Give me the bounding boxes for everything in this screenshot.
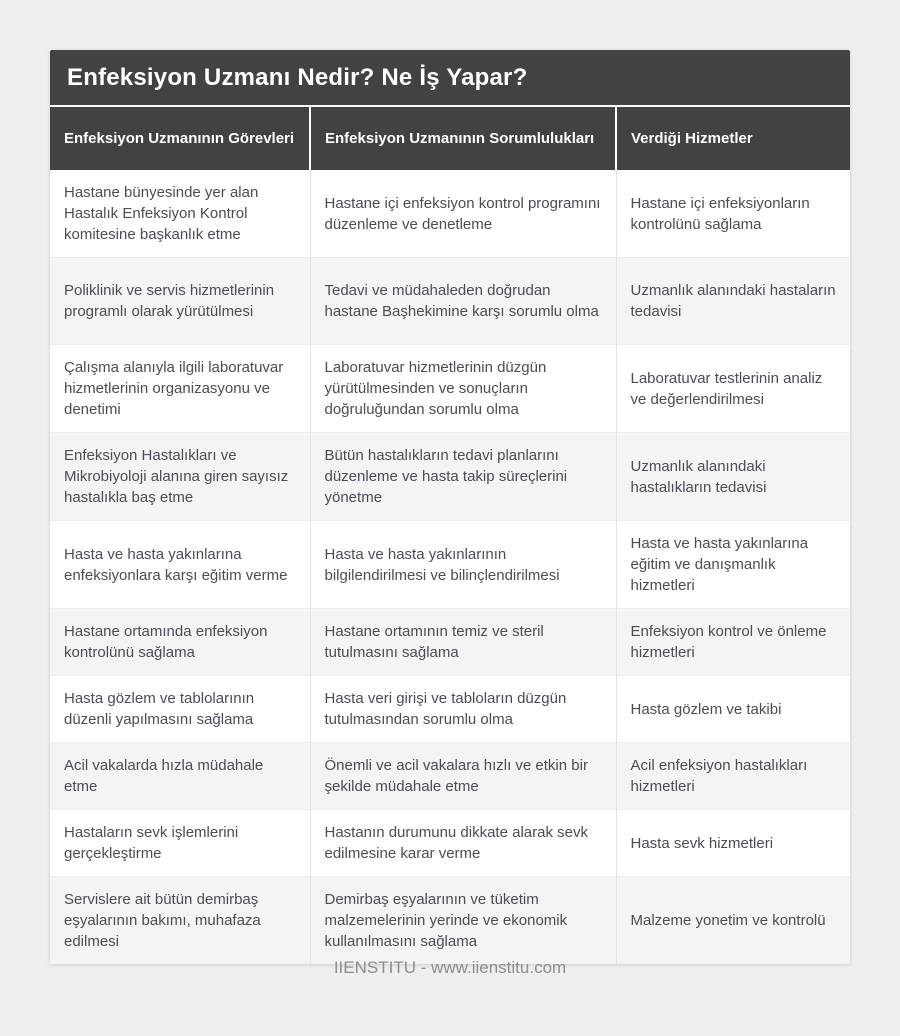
info-table [50,105,850,964]
table-cell: Hastane bünyesinde yer alan Hastalık Enfeksiyon Kontrol komitesine başkanlık etme [50,170,310,258]
table-cell: Hasta gözlem ve tablolarının düzenli yapılmasını sağlama [50,676,310,743]
table-cell: Poliklinik ve servis hizmetlerinin programlı olarak yürütülmesi [50,258,310,345]
table-cell: Hastane ortamında enfeksiyon kontrolünü sağlama [50,609,310,676]
column-header-sorumluluklari: Enfeksiyon Uzmanının Sorumlulukları [310,106,616,170]
column-header-hizmetler: Verdiği Hizmetler [616,106,850,170]
table-cell: Hastane içi enfeksiyon kontrol programını düzenleme ve denetleme [310,170,616,258]
table-row [50,676,850,743]
table-cell: Önemli ve acil vakalara hızlı ve etkin bir şekilde müdahale etme [310,743,616,810]
header-row [50,106,850,170]
table-row [50,521,850,609]
table-cell: Servislere ait bütün demirbaş eşyalarının bakımı, muhafaza edilmesi [50,877,310,965]
table-cell: Hasta ve hasta yakınlarının bilgilendirilmesi ve bilinçlendirilmesi [310,521,616,609]
table-header [50,106,850,170]
table-cell: Malzeme yonetim ve kontrolü [616,877,850,965]
table-cell: Hastane ortamının temiz ve steril tutulmasını sağlama [310,609,616,676]
table-row [50,743,850,810]
table-cell: Hasta veri girişi ve tabloların düzgün tutulmasından sorumlu olma [310,676,616,743]
table-cell: Hasta ve hasta yakınlarına eğitim ve danışmanlık hizmetleri [616,521,850,609]
table-row [50,609,850,676]
table-cell: Hastane içi enfeksiyonların kontrolünü sağlama [616,170,850,258]
table-cell: Enfeksiyon kontrol ve önleme hizmetleri [616,609,850,676]
table-cell: Hasta sevk hizmetleri [616,810,850,877]
table-cell: Hasta gözlem ve takibi [616,676,850,743]
table-cell: Bütün hastalıkların tedavi planlarını düzenleme ve hasta takip süreçlerini yönetme [310,433,616,521]
table-cell: Hasta ve hasta yakınlarına enfeksiyonlara karşı eğitim verme [50,521,310,609]
footer-credit: IIENSTITU - www.iienstitu.com [333,958,567,977]
table-cell: Acil enfeksiyon hastalıkları hizmetleri [616,743,850,810]
table-cell: Demirbaş eşyalarının ve tüketim malzemelerinin yerinde ve ekonomik kullanılmasını sağlama [310,877,616,965]
table-cell: Çalışma alanıyla ilgili laboratuvar hizmetlerinin organizasyonu ve denetimi [50,345,310,433]
table-row [50,345,850,433]
table-row [50,170,850,258]
table-row [50,877,850,965]
table-body [50,170,850,964]
table-row [50,433,850,521]
table-cell: Tedavi ve müdahaleden doğrudan hastane Başhekimine karşı sorumlu olma [310,258,616,345]
table-cell: Acil vakalarda hızla müdahale etme [50,743,310,810]
table-cell: Laboratuvar testlerinin analiz ve değerlendirilmesi [616,345,850,433]
table-cell: Laboratuvar hizmetlerinin düzgün yürütülmesinden ve sonuçların doğruluğundan sorumlu olma [310,345,616,433]
table-cell: Hastanın durumunu dikkate alarak sevk edilmesine karar verme [310,810,616,877]
infographic-card [50,50,850,964]
table-cell: Hastaların sevk işlemlerini gerçekleştirme [50,810,310,877]
table-row [50,258,850,345]
page-title: Enfeksiyon Uzmanı Nedir? Ne İş Yapar? [50,50,850,105]
table-row [50,810,850,877]
table-cell: Uzmanlık alanındaki hastaların tedavisi [616,258,850,345]
column-header-gorevleri: Enfeksiyon Uzmanının Görevleri [50,106,310,170]
table-cell: Enfeksiyon Hastalıkları ve Mikrobiyoloji alanına giren sayısız hastalıkla baş etme [50,433,310,521]
table-cell: Uzmanlık alanındaki hastalıkların tedavisi [616,433,850,521]
